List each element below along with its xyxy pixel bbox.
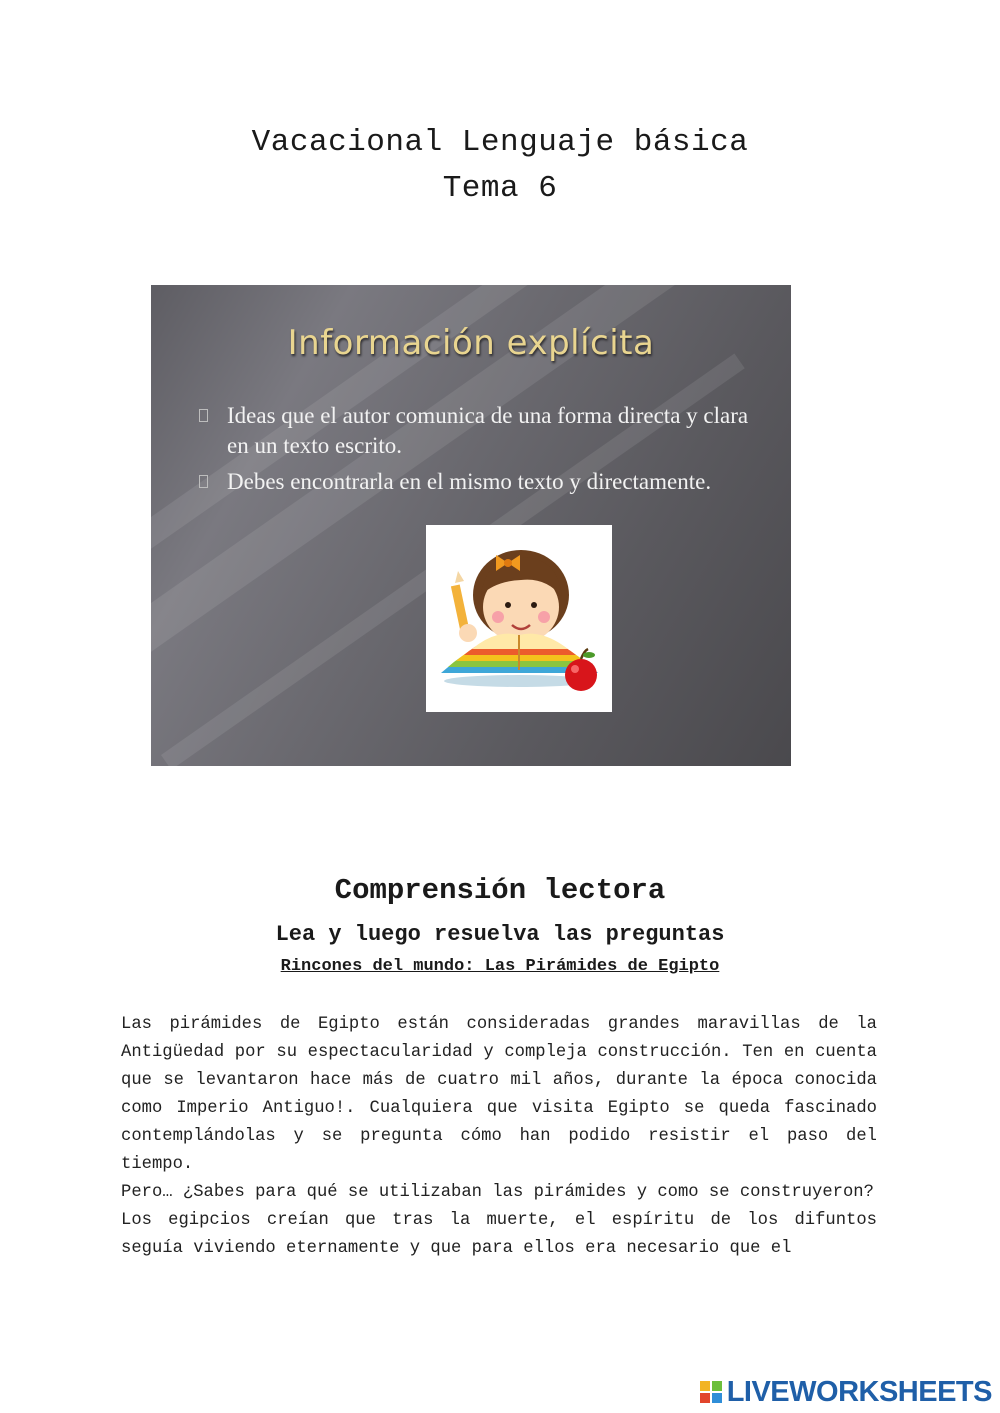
reading-title-text: Rincones del mundo: Las Pirámides de Egipto (280, 957, 720, 976)
girl-reading-book-icon (426, 525, 612, 712)
worksheet-title: Vacacional Lenguaje básica (251, 125, 749, 160)
brand-name: LIVEWORKSHEETS (726, 1375, 992, 1408)
reading-title (0, 957, 1000, 976)
worksheet-subtitle: Tema 6 (442, 171, 558, 206)
slide-bullet (195, 401, 755, 461)
reading-text (121, 1011, 877, 1263)
reading-paragraph: Los egipcios creían que tras la muerte, el espíritu de los difuntos seguía viviendo eternamente y que para ellos era necesario que el (121, 1211, 877, 1258)
slide-bullet-text: Debes encontrarla en el mismo texto y directamente. (227, 469, 712, 494)
slide-title: Información explícita (287, 323, 655, 363)
slide-image (151, 285, 791, 766)
worksheet-header (0, 120, 1000, 212)
section-title: Comprensión lectora (334, 874, 666, 907)
slide-bullet-text: Ideas que el autor comunica de una forma directa y clara en un texto escrito. (227, 403, 749, 458)
liveworksheets-grid-icon (700, 1381, 722, 1403)
liveworksheets-logo (700, 1377, 992, 1407)
girl-reading-illustration (426, 525, 612, 712)
slide-bullet-list (195, 401, 755, 503)
slide-bullet (195, 467, 755, 497)
reading-paragraph: Pero… ¿Sabes para qué se utilizaban las pirámides y como se construyeron? (121, 1183, 874, 1202)
reading-paragraph: Las pirámides de Egipto están consideradas grandes maravillas de la Antigüedad por su espectacularidad y compleja construcción. Ten en cuenta que se levantaron hace más de cuatro mil años, durante la época conocida como Imperio Antiguo!. Cualquiera que visita Egipto se queda fascinado contemplándolas y se pregunta cómo han podido resistir el paso del tiempo. (121, 1015, 877, 1174)
bullet-icon (199, 409, 208, 422)
section-instruction: Lea y luego resuelva las preguntas (275, 922, 725, 947)
bullet-icon (199, 475, 208, 488)
